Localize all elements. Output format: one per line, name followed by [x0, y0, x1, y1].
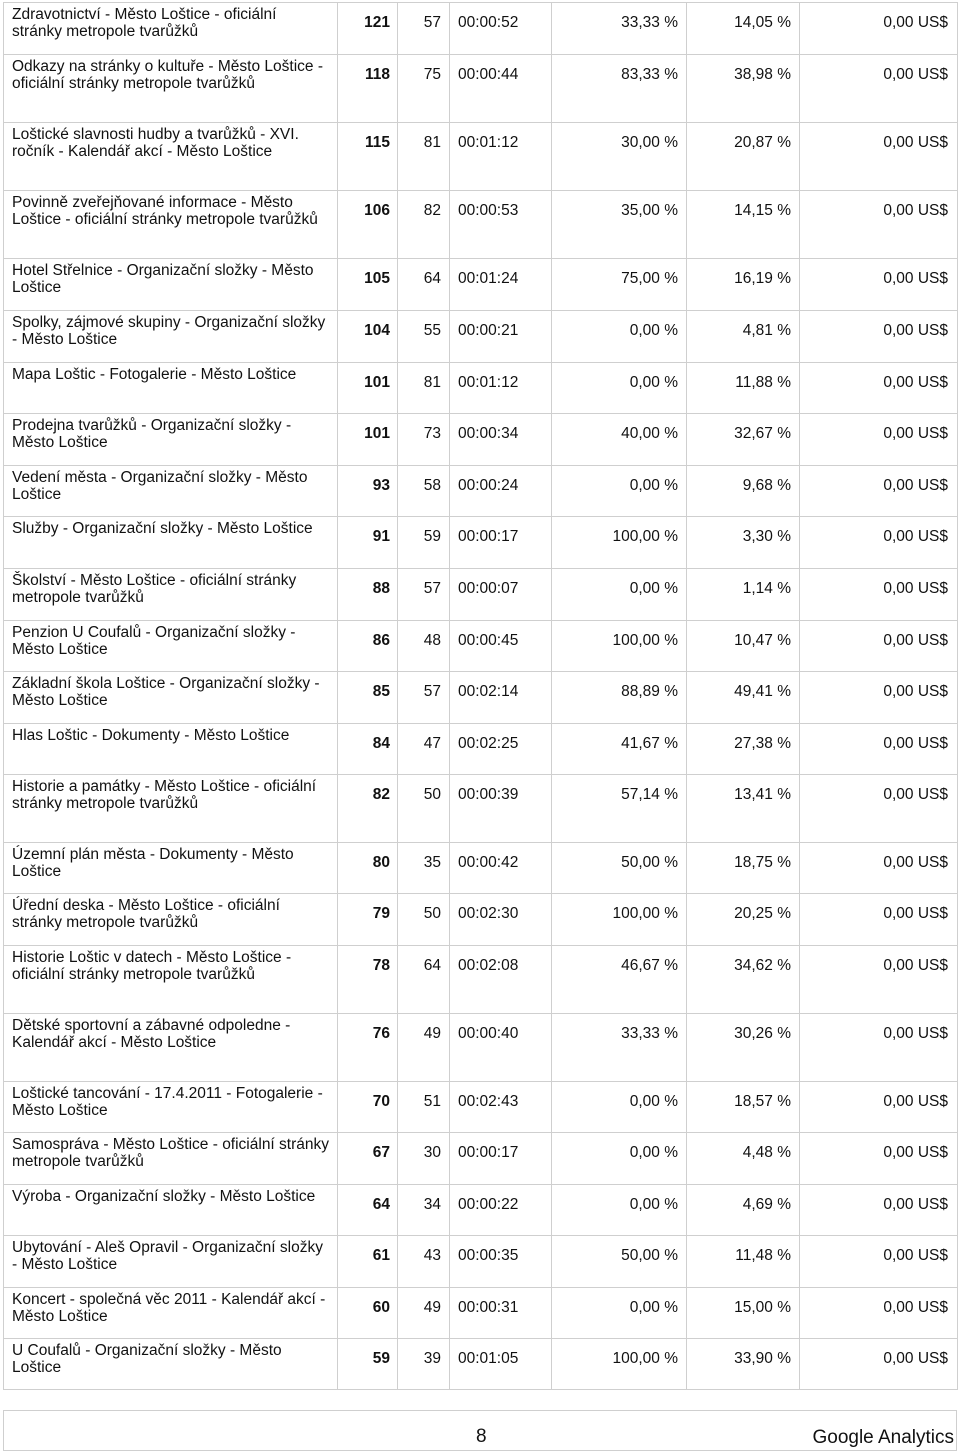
avg-time-cell: 00:00:45 — [450, 621, 552, 672]
page-title-cell: Historie Loštic v datech - Město Loštice - oficiální stránky metropole tvarůžků — [4, 946, 338, 1014]
page-value-cell: 0,00 US$ — [800, 569, 958, 621]
page-title-cell: Spolky, zájmové skupiny - Organizační složky - Město Loštice — [4, 311, 338, 363]
table-row — [4, 191, 958, 259]
bounce-rate-cell: 35,00 % — [552, 191, 687, 259]
exit-rate-cell: 13,41 % — [687, 775, 800, 843]
page-value-cell: 0,00 US$ — [800, 775, 958, 843]
page-title-cell: Úřední deska - Město Loštice - oficiální stránky metropole tvarůžků — [4, 894, 338, 946]
table-row — [4, 466, 958, 517]
page-value-cell: 0,00 US$ — [800, 191, 958, 259]
page-value-cell: 0,00 US$ — [800, 466, 958, 517]
avg-time-cell: 00:00:17 — [450, 517, 552, 569]
bounce-rate-cell: 50,00 % — [552, 843, 687, 894]
exit-rate-cell: 16,19 % — [687, 259, 800, 311]
page-report-table — [3, 2, 958, 1390]
page-title-cell: U Coufalů - Organizační složky - Město Loštice — [4, 1339, 338, 1390]
pageviews-cell: 79 — [338, 894, 398, 946]
page-title-cell: Hlas Loštic - Dokumenty - Město Loštice — [4, 724, 338, 775]
avg-time-cell: 00:00:31 — [450, 1288, 552, 1339]
exit-rate-cell: 34,62 % — [687, 946, 800, 1014]
exit-rate-cell: 1,14 % — [687, 569, 800, 621]
page-value-cell: 0,00 US$ — [800, 1014, 958, 1082]
unique-pageviews-cell: 49 — [398, 1288, 450, 1339]
bounce-rate-cell: 0,00 % — [552, 1185, 687, 1236]
avg-time-cell: 00:01:12 — [450, 123, 552, 191]
exit-rate-cell: 15,00 % — [687, 1288, 800, 1339]
bounce-rate-cell: 100,00 % — [552, 1339, 687, 1390]
pageviews-cell: 106 — [338, 191, 398, 259]
exit-rate-cell: 32,67 % — [687, 414, 800, 466]
bounce-rate-cell: 30,00 % — [552, 123, 687, 191]
page-value-cell: 0,00 US$ — [800, 3, 958, 55]
exit-rate-cell: 11,48 % — [687, 1236, 800, 1288]
page-value-cell: 0,00 US$ — [800, 1288, 958, 1339]
table-row — [4, 843, 958, 894]
page-value-cell: 0,00 US$ — [800, 259, 958, 311]
avg-time-cell: 00:00:40 — [450, 1014, 552, 1082]
unique-pageviews-cell: 57 — [398, 3, 450, 55]
unique-pageviews-cell: 64 — [398, 946, 450, 1014]
page-title-cell: Loštické slavnosti hudby a tvarůžků - XVI. ročník - Kalendář akcí - Město Loštice — [4, 123, 338, 191]
unique-pageviews-cell: 57 — [398, 672, 450, 724]
exit-rate-cell: 49,41 % — [687, 672, 800, 724]
unique-pageviews-cell: 82 — [398, 191, 450, 259]
unique-pageviews-cell: 50 — [398, 775, 450, 843]
unique-pageviews-cell: 49 — [398, 1014, 450, 1082]
unique-pageviews-cell: 59 — [398, 517, 450, 569]
page-footer — [3, 1410, 957, 1451]
bounce-rate-cell: 40,00 % — [552, 414, 687, 466]
page-title-cell: Ubytování - Aleš Opravil - Organizační složky - Město Loštice — [4, 1236, 338, 1288]
table-row — [4, 946, 958, 1014]
page-value-cell: 0,00 US$ — [800, 123, 958, 191]
avg-time-cell: 00:02:30 — [450, 894, 552, 946]
pageviews-cell: 84 — [338, 724, 398, 775]
pageviews-cell: 101 — [338, 363, 398, 414]
table-row — [4, 894, 958, 946]
exit-rate-cell: 27,38 % — [687, 724, 800, 775]
avg-time-cell: 00:00:39 — [450, 775, 552, 843]
page-title-cell: Dětské sportovní a zábavné odpoledne - Kalendář akcí - Město Loštice — [4, 1014, 338, 1082]
unique-pageviews-cell: 47 — [398, 724, 450, 775]
bounce-rate-cell: 50,00 % — [552, 1236, 687, 1288]
page-value-cell: 0,00 US$ — [800, 1236, 958, 1288]
exit-rate-cell: 3,30 % — [687, 517, 800, 569]
pageviews-cell: 121 — [338, 3, 398, 55]
avg-time-cell: 00:01:12 — [450, 363, 552, 414]
page-title-cell: Samospráva - Město Loštice - oficiální stránky metropole tvarůžků — [4, 1133, 338, 1185]
bounce-rate-cell: 0,00 % — [552, 311, 687, 363]
table-row — [4, 1236, 958, 1288]
exit-rate-cell: 38,98 % — [687, 55, 800, 123]
bounce-rate-cell: 41,67 % — [552, 724, 687, 775]
pageviews-cell: 80 — [338, 843, 398, 894]
page-title-cell: Vedení města - Organizační složky - Město Loštice — [4, 466, 338, 517]
table-row — [4, 1339, 958, 1390]
exit-rate-cell: 30,26 % — [687, 1014, 800, 1082]
avg-time-cell: 00:00:42 — [450, 843, 552, 894]
table-row — [4, 414, 958, 466]
bounce-rate-cell: 33,33 % — [552, 3, 687, 55]
avg-time-cell: 00:00:52 — [450, 3, 552, 55]
page-value-cell: 0,00 US$ — [800, 1133, 958, 1185]
bounce-rate-cell: 100,00 % — [552, 894, 687, 946]
bounce-rate-cell: 100,00 % — [552, 621, 687, 672]
page-title-cell: Územní plán města - Dokumenty - Město Loštice — [4, 843, 338, 894]
bounce-rate-cell: 88,89 % — [552, 672, 687, 724]
pageviews-cell: 64 — [338, 1185, 398, 1236]
exit-rate-cell: 10,47 % — [687, 621, 800, 672]
bounce-rate-cell: 0,00 % — [552, 1288, 687, 1339]
avg-time-cell: 00:00:07 — [450, 569, 552, 621]
brand-label: Google Analytics — [812, 1427, 954, 1448]
pageviews-cell: 101 — [338, 414, 398, 466]
bounce-rate-cell: 46,67 % — [552, 946, 687, 1014]
unique-pageviews-cell: 81 — [398, 123, 450, 191]
pageviews-cell: 61 — [338, 1236, 398, 1288]
unique-pageviews-cell: 64 — [398, 259, 450, 311]
pageviews-cell: 78 — [338, 946, 398, 1014]
table-row — [4, 1014, 958, 1082]
pageviews-cell: 70 — [338, 1082, 398, 1133]
unique-pageviews-cell: 35 — [398, 843, 450, 894]
bounce-rate-cell: 0,00 % — [552, 363, 687, 414]
table-row — [4, 569, 958, 621]
unique-pageviews-cell: 39 — [398, 1339, 450, 1390]
exit-rate-cell: 9,68 % — [687, 466, 800, 517]
page-title-cell: Prodejna tvarůžků - Organizační složky - Město Loštice — [4, 414, 338, 466]
bounce-rate-cell: 33,33 % — [552, 1014, 687, 1082]
page-title-cell: Loštické tancování - 17.4.2011 - Fotogalerie - Město Loštice — [4, 1082, 338, 1133]
pageviews-cell: 104 — [338, 311, 398, 363]
page-title-cell: Koncert - společná věc 2011 - Kalendář akcí - Město Loštice — [4, 1288, 338, 1339]
avg-time-cell: 00:00:24 — [450, 466, 552, 517]
unique-pageviews-cell: 73 — [398, 414, 450, 466]
avg-time-cell: 00:01:24 — [450, 259, 552, 311]
pageviews-cell: 85 — [338, 672, 398, 724]
bounce-rate-cell: 0,00 % — [552, 569, 687, 621]
unique-pageviews-cell: 50 — [398, 894, 450, 946]
unique-pageviews-cell: 81 — [398, 363, 450, 414]
avg-time-cell: 00:01:05 — [450, 1339, 552, 1390]
pageviews-cell: 105 — [338, 259, 398, 311]
exit-rate-cell: 14,05 % — [687, 3, 800, 55]
bounce-rate-cell: 0,00 % — [552, 466, 687, 517]
avg-time-cell: 00:02:08 — [450, 946, 552, 1014]
table-row — [4, 123, 958, 191]
exit-rate-cell: 33,90 % — [687, 1339, 800, 1390]
exit-rate-cell: 4,48 % — [687, 1133, 800, 1185]
page-title-cell: Služby - Organizační složky - Město Loštice — [4, 517, 338, 569]
page-title-cell: Penzion U Coufalů - Organizační složky - Město Loštice — [4, 621, 338, 672]
page-value-cell: 0,00 US$ — [800, 1339, 958, 1390]
table-row — [4, 1133, 958, 1185]
page-value-cell: 0,00 US$ — [800, 1185, 958, 1236]
bounce-rate-cell: 75,00 % — [552, 259, 687, 311]
unique-pageviews-cell: 55 — [398, 311, 450, 363]
pageviews-cell: 115 — [338, 123, 398, 191]
page-value-cell: 0,00 US$ — [800, 1082, 958, 1133]
page-title-cell: Hotel Střelnice - Organizační složky - Město Loštice — [4, 259, 338, 311]
page-value-cell: 0,00 US$ — [800, 946, 958, 1014]
exit-rate-cell: 4,81 % — [687, 311, 800, 363]
unique-pageviews-cell: 75 — [398, 55, 450, 123]
avg-time-cell: 00:02:43 — [450, 1082, 552, 1133]
bounce-rate-cell: 83,33 % — [552, 55, 687, 123]
bounce-rate-cell: 57,14 % — [552, 775, 687, 843]
table-row — [4, 517, 958, 569]
unique-pageviews-cell: 48 — [398, 621, 450, 672]
page-title-cell: Historie a památky - Město Loštice - oficiální stránky metropole tvarůžků — [4, 775, 338, 843]
pageviews-cell: 82 — [338, 775, 398, 843]
table-row — [4, 1082, 958, 1133]
page-value-cell: 0,00 US$ — [800, 894, 958, 946]
page-title-cell: Zdravotnictví - Město Loštice - oficiální stránky metropole tvarůžků — [4, 3, 338, 55]
page-value-cell: 0,00 US$ — [800, 414, 958, 466]
pageviews-cell: 86 — [338, 621, 398, 672]
avg-time-cell: 00:02:25 — [450, 724, 552, 775]
page-title-cell: Mapa Loštic - Fotogalerie - Město Loštice — [4, 363, 338, 414]
table-row — [4, 672, 958, 724]
table-row — [4, 1185, 958, 1236]
table-row — [4, 3, 958, 55]
pageviews-cell: 93 — [338, 466, 398, 517]
table-row — [4, 621, 958, 672]
table-row — [4, 775, 958, 843]
avg-time-cell: 00:02:14 — [450, 672, 552, 724]
page-value-cell: 0,00 US$ — [800, 55, 958, 123]
unique-pageviews-cell: 30 — [398, 1133, 450, 1185]
pageviews-cell: 60 — [338, 1288, 398, 1339]
page-title-cell: Základní škola Loštice - Organizační složky - Město Loštice — [4, 672, 338, 724]
pageviews-cell: 67 — [338, 1133, 398, 1185]
avg-time-cell: 00:00:53 — [450, 191, 552, 259]
unique-pageviews-cell: 58 — [398, 466, 450, 517]
avg-time-cell: 00:00:34 — [450, 414, 552, 466]
avg-time-cell: 00:00:22 — [450, 1185, 552, 1236]
page-value-cell: 0,00 US$ — [800, 517, 958, 569]
table-row — [4, 724, 958, 775]
page-value-cell: 0,00 US$ — [800, 363, 958, 414]
bounce-rate-cell: 0,00 % — [552, 1082, 687, 1133]
page-title-cell: Odkazy na stránky o kultuře - Město Loštice - oficiální stránky metropole tvarůžků — [4, 55, 338, 123]
page-value-cell: 0,00 US$ — [800, 621, 958, 672]
exit-rate-cell: 20,87 % — [687, 123, 800, 191]
page-value-cell: 0,00 US$ — [800, 724, 958, 775]
pageviews-cell: 118 — [338, 55, 398, 123]
pageviews-cell: 59 — [338, 1339, 398, 1390]
pageviews-cell: 91 — [338, 517, 398, 569]
table-row — [4, 1288, 958, 1339]
bounce-rate-cell: 0,00 % — [552, 1133, 687, 1185]
table-row — [4, 259, 958, 311]
avg-time-cell: 00:00:17 — [450, 1133, 552, 1185]
page-title-cell: Výroba - Organizační složky - Město Loštice — [4, 1185, 338, 1236]
avg-time-cell: 00:00:35 — [450, 1236, 552, 1288]
exit-rate-cell: 20,25 % — [687, 894, 800, 946]
page-title-cell: Povinně zveřejňované informace - Město Loštice - oficiální stránky metropole tvarůžků — [4, 191, 338, 259]
avg-time-cell: 00:00:21 — [450, 311, 552, 363]
exit-rate-cell: 18,75 % — [687, 843, 800, 894]
exit-rate-cell: 11,88 % — [687, 363, 800, 414]
exit-rate-cell: 14,15 % — [687, 191, 800, 259]
unique-pageviews-cell: 51 — [398, 1082, 450, 1133]
page-title-cell: Školství - Město Loštice - oficiální stránky metropole tvarůžků — [4, 569, 338, 621]
table-row — [4, 363, 958, 414]
page-value-cell: 0,00 US$ — [800, 311, 958, 363]
pageviews-cell: 76 — [338, 1014, 398, 1082]
avg-time-cell: 00:00:44 — [450, 55, 552, 123]
table-row — [4, 311, 958, 363]
page-number: 8 — [476, 1426, 487, 1447]
pageviews-cell: 88 — [338, 569, 398, 621]
bounce-rate-cell: 100,00 % — [552, 517, 687, 569]
unique-pageviews-cell: 43 — [398, 1236, 450, 1288]
unique-pageviews-cell: 57 — [398, 569, 450, 621]
table-row — [4, 55, 958, 123]
exit-rate-cell: 18,57 % — [687, 1082, 800, 1133]
page-value-cell: 0,00 US$ — [800, 672, 958, 724]
page-value-cell: 0,00 US$ — [800, 843, 958, 894]
unique-pageviews-cell: 34 — [398, 1185, 450, 1236]
exit-rate-cell: 4,69 % — [687, 1185, 800, 1236]
